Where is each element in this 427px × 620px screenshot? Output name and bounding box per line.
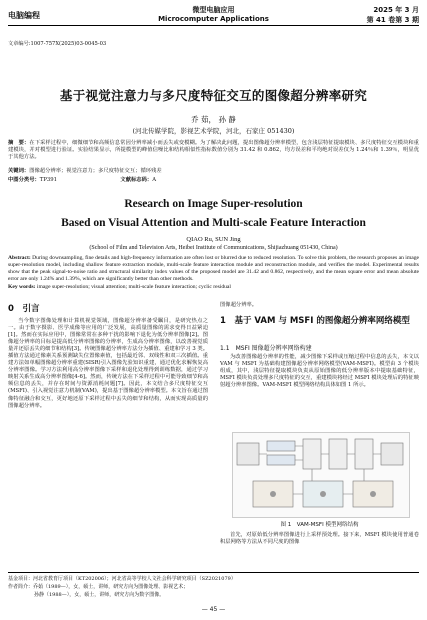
- keywords-cn: [8, 168, 419, 175]
- article-id: 文章编号:1007-757X(2025)03-0045-03: [8, 41, 107, 47]
- after-figure-paragraph: 首先，对原始低分辨率图像进行上采样预处理。接下来，MSFI 模块使用普通卷积层网络等方法从不同尺度的图像: [220, 532, 419, 546]
- journal-name-cn: 微型电脑应用: [192, 6, 235, 14]
- footnote-fund: 基金项目：河北省教育厅项目（KT202006）；河北省高等学校人文社会科学研究项目（SZ2021079）: [8, 576, 236, 582]
- subsection-1-1-heading: [220, 343, 312, 352]
- intro-paragraph: 当今数字图像处理和计算机视觉领域，图像超分辨率备受瞩目，是研究热点之一。由于数字摄影、医学成像等应用的广泛发展，高质量图像的需求变得日益紧迫[1]。然而在实际应用中，图像常常在多种干扰的影响下退化为低分辨率图像[2]。图像超分辨率的目标是提高低分辨率图像的分辨率，生成高分辨率图像，以改善视觉质量并还原丢失的细节和结构[3]。传统图像超分辨率方法分为插值、重建和学习 3 类。插值方法通过像素关系预测缺失位置像素值，包括最近邻、双线性和双三次插值。重建方法如单幅图像超分辨率重建(SISR)引入图像先验知识重建，通过优化求解恢复高分辨率图像。学习方法利用高分辨率图像下采样和退化处理得到训练数据，通过学习映射关系生成高分辨率图像[4-6]。然而，传统方法在下采样过程中可能导致细节和高频信息的丢失，并存在时间与资源消耗问题[7]。因此，本文结合多尺度特征交互(MSFI)、引入视觉注意力机制(VAM)，提出基于图像超分辨率模型。本文旨在通过图像特征融合和交互，更好地还原下采样过程中丢失的细节和结构，从而实现高质量的图像超分辨率。: [8, 318, 209, 409]
- paper-title-cn: 基于视觉注意力与多尺度特征交互的图像超分辨率研究: [59, 88, 368, 103]
- abstract-en: [8, 255, 419, 283]
- abstract-cn-text: 在下采样过程中，细微细节和高频信息常因分辨率减小而丢失或变模糊。为了解决此问题，提出图像超分辨率模型，包含浅层特征提取模块、多尺度特征交互模块和重建模块，并对模型进行验证。实验结果显示，所提模型的峰值信噪比和结构相似性指标数值分别为 31.42 和 0.862，均方误差和平均绝对误差仅为 1.24％和 1.39％，明显优于其他方法。: [8, 140, 419, 161]
- footnote-author-2: 孙静（1988—），女，硕士，讲师，研究方向为数字图像。: [34, 592, 165, 598]
- abstract-en-label: Abstract:: [8, 255, 31, 261]
- doc-code-label: 文献标志码：: [120, 177, 153, 183]
- footnote-rule: [8, 572, 419, 573]
- authors-en: QIAO Ru, SUN Jing: [186, 236, 241, 243]
- issue-volume: 第 41 卷第 3 期: [366, 16, 419, 24]
- clc-label: 中图分类号：: [8, 177, 40, 183]
- section-1-title: 基于 VAM 与 MSFI 的图像超分辨率网络模型: [234, 316, 410, 326]
- keywords-en-label: Key words:: [8, 284, 36, 290]
- authors-cn: 乔 茹， 孙 静: [191, 115, 236, 124]
- figure-1-caption: 图 1 VAM-MSFI 模型网络结构: [280, 522, 359, 528]
- paper-title-en-line2: Based on Visual Attention and Multi-scale Feature Interaction: [61, 217, 366, 229]
- page-number: — 45 —: [201, 606, 226, 613]
- classification-line: [8, 177, 419, 184]
- footnote-author-1: 作者简介：乔茹（1989—），女，硕士，讲师，研究方向为图像处理、影视艺术；: [8, 584, 189, 590]
- paper-title-en-line1: Research on Image Super-resolution: [124, 198, 303, 210]
- doc-code-value: A: [152, 177, 157, 183]
- abstract-en-text: During downsampling, fine details and high-frequency information are often lost or blurred due to reduced resolution. To solve this problem, the research proposes an image super-resolution model, including shallow feature extraction module, multi-scale feature interaction module and reconstruction module, and verifies the model. Experimental results show that the peak signal-to-noise ratio and structural similarity index values of the proposed model are 31.42 and 0.862, respectively, and the mean square error and mean absolute error are only 1.24% and 1.39%, which are significantly better than other methods.: [8, 255, 419, 283]
- keywords-cn-label: 关键词：: [8, 168, 30, 174]
- keywords-cn-text: 图像超分辨率；视觉注意力；多尺度特征交互；循环残差: [29, 168, 162, 174]
- journal-column: 电脑编程: [8, 11, 40, 20]
- affiliation-en: (School of Film and Television Arts, Heibei Institute of Communications, Shijiazhuang 051430, China): [89, 245, 338, 251]
- section-0-number: 0: [8, 304, 14, 314]
- subsection-1-1-title: MSFI 图像超分辨率网络构建: [235, 345, 312, 352]
- section-1-number: 1: [220, 316, 226, 326]
- section-0-title: 引言: [22, 304, 40, 314]
- section-0-heading: [8, 302, 39, 314]
- network-diagram-graphic: [233, 433, 409, 517]
- right-column-continuation: 图像超分辨率。: [220, 302, 258, 308]
- subsection-1-1-number: 1.1: [220, 345, 230, 352]
- header-rule: [8, 25, 419, 26]
- clc-value: TP391: [39, 177, 58, 183]
- abstract-cn: [8, 140, 419, 161]
- abstract-cn-label: 摘 要：: [8, 140, 30, 146]
- journal-name-en: Microcomputer Applications: [158, 15, 269, 23]
- issue-date: 2025 年 3 月: [373, 6, 419, 14]
- section-1-1-paragraph: 为改善图像超分辨率的性能，减少图像下采样或压缩过程中信息的丢失，本文以 VAM 与 MSFI 为基础构建图像超分辨率网络模型(VAM-MSFI)。模型由 3 个模块组成，其中，浅层特征提取模块负责从原始图像的低分辨率版本中提取基础特征，MSFI 模块负责处理多尺度特征的交互，重建模块将经过 MSFI 模块处理后的特征映射超分辨率图像。VAM-MSFI 模型网络结构具体如图 1 所示。: [220, 354, 419, 389]
- keywords-en: [8, 284, 419, 291]
- keywords-en-text: image super-resolution; visual attention; multi-scale feature interaction; cyclic residual: [36, 284, 231, 290]
- figure-1-image: [232, 432, 410, 518]
- section-1-heading: [220, 316, 419, 327]
- affiliation-cn: (河北传媒学院，影视艺术学院，河北，石家庄 051430): [132, 127, 295, 135]
